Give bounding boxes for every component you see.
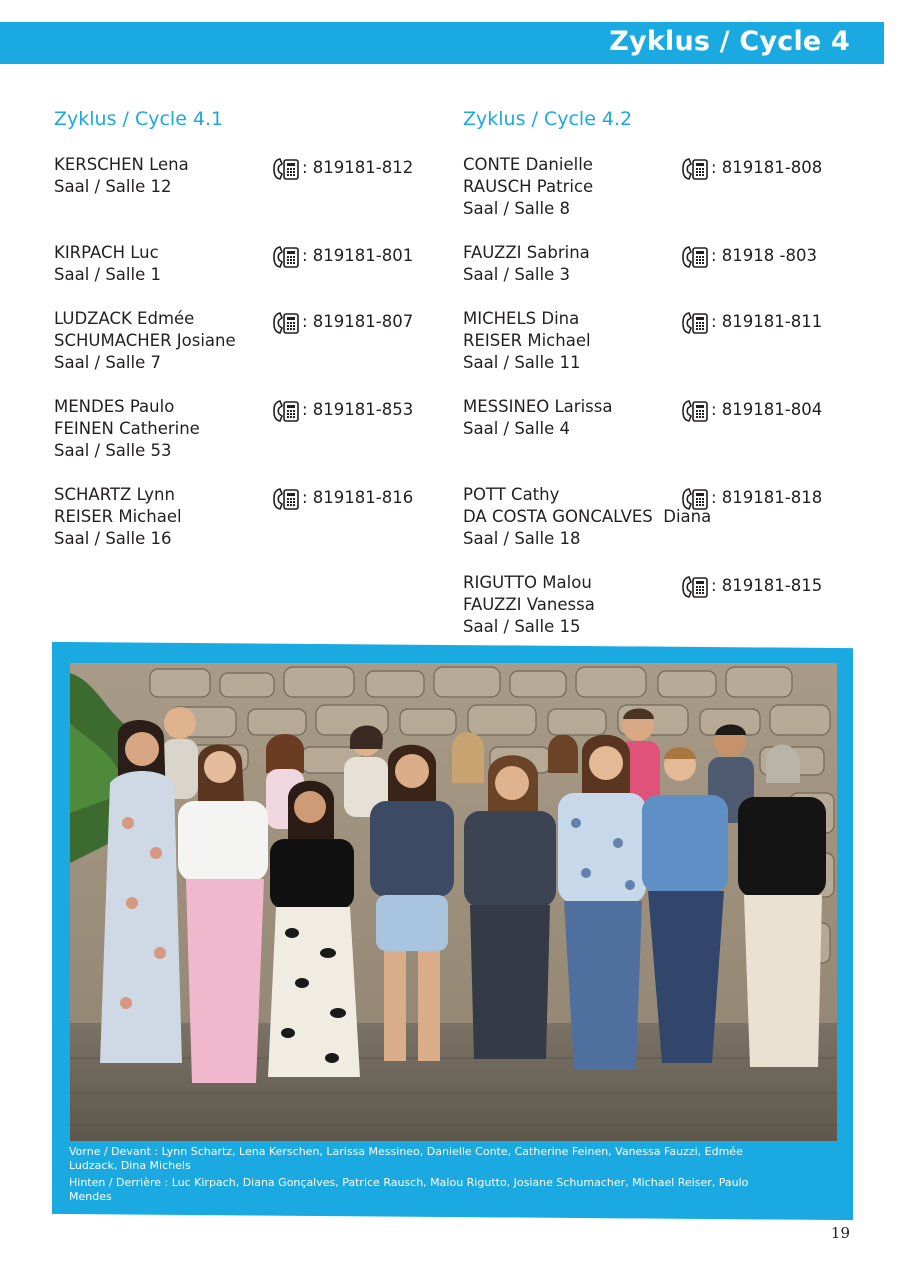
phone-number: [681, 308, 822, 336]
telephone-icon: [681, 486, 711, 512]
cycle-4-2-title: Zyklus / Cycle 4.2: [463, 108, 633, 130]
cycle-banner: [0, 22, 884, 64]
room-label: Saal / Salle 53: [54, 441, 172, 460]
phone-value: : 81918 -803: [711, 246, 817, 265]
phone-number: [272, 154, 413, 182]
contact-entry: [463, 154, 843, 220]
phone-value: : 819181-801: [302, 246, 414, 265]
phone-number: [272, 308, 413, 336]
group-photo: [70, 663, 837, 1141]
teacher-name: POTT Cathy: [463, 485, 560, 504]
contact-entry: [54, 396, 424, 462]
room-label: Saal / Salle 12: [54, 177, 172, 196]
room-label: Saal / Salle 16: [54, 529, 172, 548]
telephone-icon: [681, 398, 711, 424]
room-label: Saal / Salle 8: [463, 199, 570, 218]
telephone-icon: [272, 310, 302, 336]
phone-number: [272, 396, 413, 424]
contact-entry: [54, 484, 424, 550]
phone-value: : 819181-816: [302, 488, 414, 507]
telephone-icon: [681, 244, 711, 270]
phone-number: [681, 242, 817, 270]
telephone-icon: [272, 244, 302, 270]
room-label: Saal / Salle 11: [463, 353, 581, 372]
group-photo-illustration: [70, 663, 837, 1141]
telephone-icon: [681, 574, 711, 600]
phone-number: [681, 484, 822, 512]
room-label: Saal / Salle 18: [463, 529, 581, 548]
contact-entry: [54, 154, 424, 198]
teacher-name: FAUZZI Vanessa: [463, 595, 595, 614]
contact-entry: [54, 308, 424, 374]
contact-entry: [463, 572, 843, 638]
phone-number: [272, 242, 413, 270]
teacher-name: SCHUMACHER Josiane: [54, 331, 236, 350]
contact-entry: [463, 242, 843, 286]
phone-value: : 819181-804: [711, 400, 823, 419]
banner-title: Zyklus / Cycle 4: [609, 26, 850, 57]
teacher-name: SCHARTZ Lynn: [54, 485, 175, 504]
room-label: Saal / Salle 7: [54, 353, 161, 372]
caption-back-row: Hinten / Derrière : Luc Kirpach, Diana Gonçalves, Patrice Rausch, Malou Rigutto, Josiane Schumacher, Michael Reiser, Paulo Mendes: [69, 1176, 749, 1203]
cycle-4-1-column: [54, 108, 424, 550]
teacher-name: REISER Michael: [463, 331, 591, 350]
teacher-name: REISER Michael: [54, 507, 182, 526]
phone-number: [681, 572, 822, 600]
phone-number: [272, 484, 413, 512]
teacher-name: RAUSCH Patrice: [463, 177, 594, 196]
page-number: 19: [830, 1224, 850, 1242]
telephone-icon: [681, 156, 711, 182]
photo-caption: [69, 1145, 789, 1207]
contact-entry: [54, 242, 424, 286]
room-label: Saal / Salle 4: [463, 419, 570, 438]
teacher-name: MICHELS Dina: [463, 309, 580, 328]
teacher-name: FAUZZI Sabrina: [463, 243, 590, 262]
contact-entry: [463, 396, 843, 440]
teacher-name: KERSCHEN Lena: [54, 155, 189, 174]
cycle-4-2-column: [463, 108, 843, 638]
phone-number: [681, 396, 822, 424]
telephone-icon: [272, 486, 302, 512]
phone-value: : 819181-811: [711, 312, 823, 331]
teacher-name: CONTE Danielle: [463, 155, 593, 174]
phone-number: [681, 154, 822, 182]
phone-value: : 819181-808: [711, 158, 823, 177]
teacher-name: KIRPACH Luc: [54, 243, 159, 262]
caption-front-row: Vorne / Devant : Lynn Schartz, Lena Kerschen, Larissa Messineo, Danielle Conte, Catherine Feinen, Vanessa Fauzzi, Edmée Ludzack, Dina Michels: [69, 1145, 743, 1172]
room-label: Saal / Salle 3: [463, 265, 570, 284]
phone-value: : 819181-807: [302, 312, 414, 331]
phone-value: : 819181-812: [302, 158, 414, 177]
phone-value: : 819181-818: [711, 488, 823, 507]
phone-value: : 819181-815: [711, 576, 823, 595]
teacher-name: DA COSTA GONCALVES Diana: [463, 507, 712, 526]
telephone-icon: [272, 156, 302, 182]
contact-entry: [463, 484, 843, 550]
room-label: Saal / Salle 1: [54, 265, 161, 284]
cycle-4-1-title: Zyklus / Cycle 4.1: [54, 108, 224, 130]
teacher-name: LUDZACK Edmée: [54, 309, 195, 328]
teacher-name: RIGUTTO Malou: [463, 573, 592, 592]
teacher-name: MESSINEO Larissa: [463, 397, 613, 416]
telephone-icon: [272, 398, 302, 424]
contact-entry: [463, 308, 843, 374]
phone-value: : 819181-853: [302, 400, 414, 419]
teacher-name: FEINEN Catherine: [54, 419, 200, 438]
teacher-name: MENDES Paulo: [54, 397, 175, 416]
telephone-icon: [681, 310, 711, 336]
room-label: Saal / Salle 15: [463, 617, 581, 636]
